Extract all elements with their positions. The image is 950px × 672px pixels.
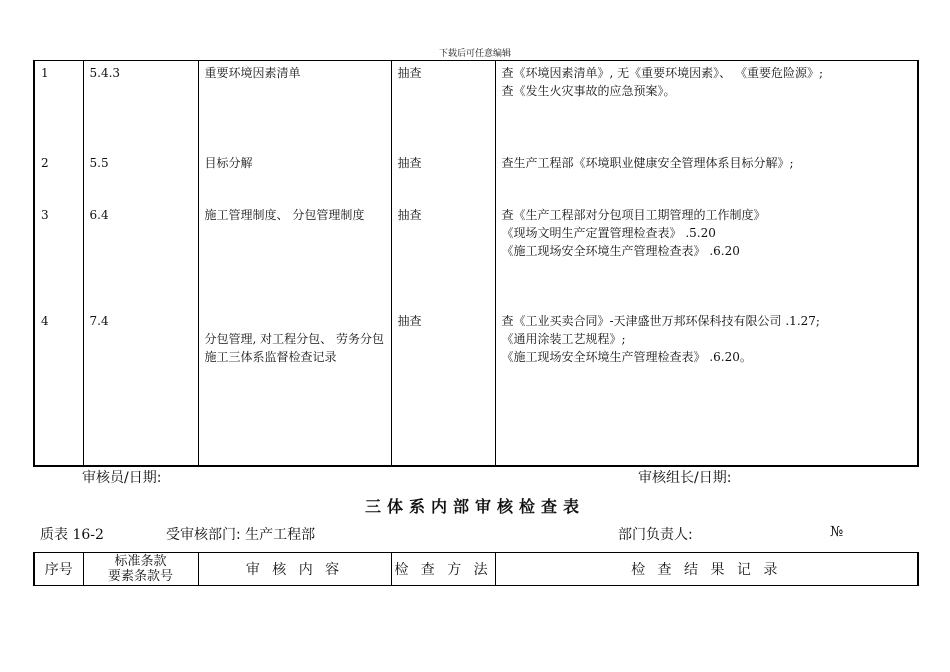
number-symbol: №	[830, 524, 844, 540]
team-leader-signature-label: 审核组长/日期:	[638, 470, 732, 486]
row-number: 4	[34, 309, 83, 466]
audit-content: 施工管理制度、 分包管理制度	[198, 203, 391, 309]
check-method: 抽查	[391, 151, 495, 203]
clause-number: 5.4.3	[83, 61, 198, 151]
audit-checklist-table	[33, 60, 919, 467]
auditor-signature-label: 审核员/日期:	[82, 470, 162, 486]
result-record: 查《生产工程部对分包项目工期管理的工作制度》 《现场文明生产定置管理检查表》 .5.20 《施工现场安全环境生产管理检查表》 .6.20	[495, 203, 918, 309]
check-method: 抽查	[391, 61, 495, 151]
form-title: 三体系内部审核检查表	[364, 497, 585, 516]
row-number: 1	[34, 61, 83, 151]
col-header-clause-line1: 标准条款	[114, 554, 167, 569]
table-row	[34, 203, 918, 309]
audited-department: 受审核部门: 生产工程部	[166, 527, 316, 543]
col-header-clause	[83, 553, 198, 586]
clause-number: 7.4	[83, 309, 198, 466]
col-header-content: 审 核 内 容	[198, 553, 391, 586]
check-method: 抽查	[391, 309, 495, 466]
clause-number: 6.4	[83, 203, 198, 309]
audit-content: 分包管理, 对工程分包、 劳务分包施工三体系监督检查记录	[198, 309, 391, 466]
col-header-seq: 序号	[34, 553, 83, 586]
audit-content: 目标分解	[198, 151, 391, 203]
check-method: 抽查	[391, 203, 495, 309]
col-header-result: 检 查 结 果 记 录	[495, 553, 918, 586]
audit-content: 重要环境因素清单	[198, 61, 391, 151]
table-row	[34, 151, 918, 203]
col-header-method: 检 查 方 法	[391, 553, 495, 586]
table-row	[34, 309, 918, 466]
header-note: 下载后可任意编辑	[438, 49, 511, 59]
table-row	[34, 61, 918, 151]
checklist-header-table	[33, 552, 919, 586]
header-row	[34, 553, 918, 586]
department-responsible-label: 部门负责人:	[618, 527, 693, 543]
result-record: 查《环境因素清单》, 无《重要环境因素》、 《重要危险源》; 查《发生火灾事故的应急预案》。	[495, 61, 918, 151]
result-record: 查《工业买卖合同》-天津盛世万邦环保科技有限公司 .1.27; 《通用涂装工艺规程》; 《施工现场安全环境生产管理检查表》 .6.20。	[495, 309, 918, 466]
row-number: 3	[34, 203, 83, 309]
row-number: 2	[34, 151, 83, 203]
form-number: 质表 16-2	[40, 527, 104, 543]
col-header-clause-line2: 要素条款号	[107, 569, 173, 584]
clause-number: 5.5	[83, 151, 198, 203]
result-record: 查生产工程部《环境职业健康安全管理体系目标分解》;	[495, 151, 918, 203]
